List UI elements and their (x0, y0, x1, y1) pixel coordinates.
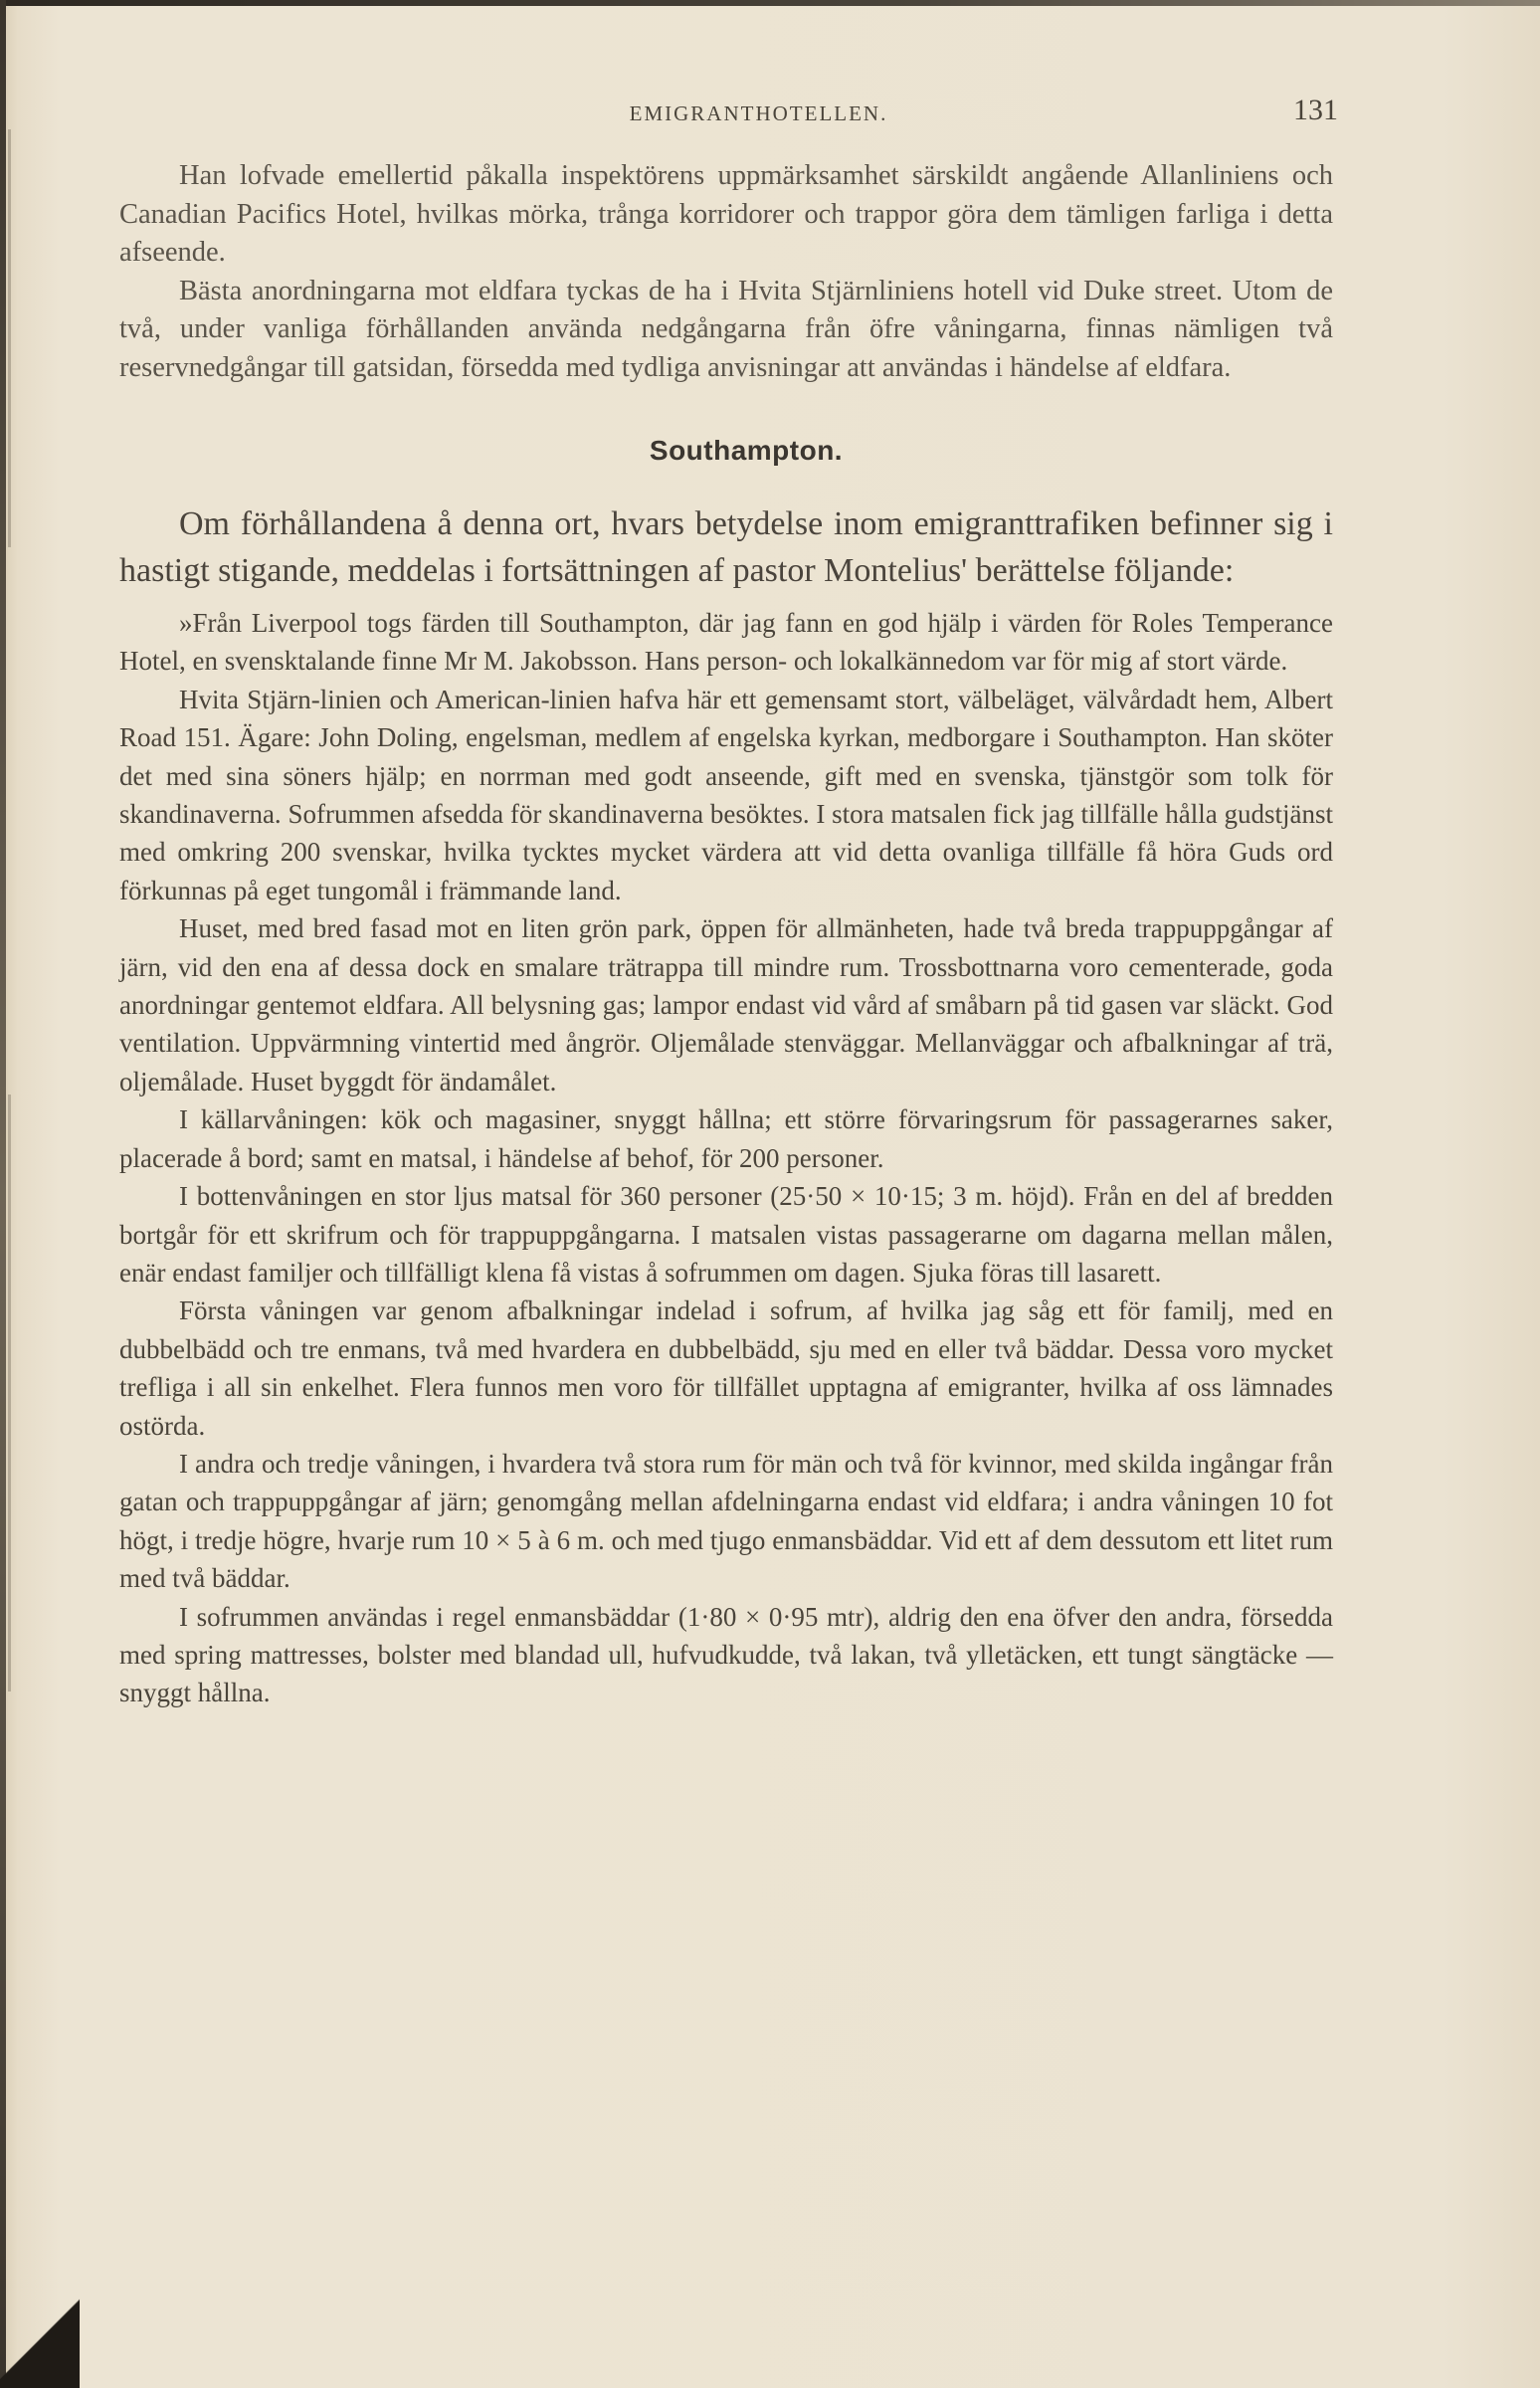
gutter-shadow (8, 1094, 11, 1692)
section-heading: Southampton. (649, 435, 844, 466)
page-number: 131 (1293, 94, 1338, 126)
paragraph: I källarvåningen: kök och magasiner, snyggt hållna; ett större förvaringsrum för passagerarnes saker, placerade å bord; samt en matsal, i händelse af behof, för 200 personer. (119, 1104, 1333, 1173)
paragraph: »Från Liverpool togs färden till Southampton, där jag fann en god hjälp i värden för Roles Temperance Hotel, en svensktalande finne Mr M. Jakobsson. Hans person- och lokalkännedom var för mig af stort värde. (119, 608, 1333, 677)
intro-paragraph: Om förhållandena å denna ort, hvars betydelse inom emigranttrafiken befinner sig i hastigt stigande, meddelas i fortsättningen af pastor Montelius' berättelse följande: (119, 505, 1333, 589)
paragraph: Bästa anordningarna mot eldfara tyckas de ha i Hvita Stjärnliniens hotell vid Duke street. Utom de två, under vanliga förhållanden använda nedgångarna från öfre våningarna, finnas nämligen två reservnedgångar till gatsidan, försedda med tydliga anvisningar att användas i händelse af eldfara. (119, 275, 1333, 383)
paragraph: Första våningen var genom afbalkningar indelad i sofrum, af hvilka jag såg ett för familj, med en dubbelbädd och tre enmans, två med hvardera en dubbelbädd, sju med en eller två bäddar. Dessa voro mycket trefliga i all sin enkelhet. Flera funnos men voro för tillfället upptagna af emigranter, hvilka af oss lämnades ostörda. (119, 1295, 1333, 1441)
quoted-report (119, 604, 1333, 1712)
small-print-section (119, 157, 1333, 387)
gutter-shadow (8, 129, 11, 547)
page-header (179, 92, 1338, 131)
paragraph: Hvita Stjärn-linien och American-linien hafva här ett gemensamt stort, välbeläget, välvårdadt hem, Albert Road 151. Ägare: John Doling, engelsman, medlem af engelska kyrkan, medborgare i Southampton. Han sköter det med sina söners hjälp; en norrman med godt anseende, gift med en svenska, tjänstgör som tolk för skandinaverna. Sofrummen afsedda för skandinaverna besöktes. I stora matsalen fick jag tillfälle hålla gudstjänst med omkring 200 svenskar, hvilka tycktes mycket värdera att vid detta ovanliga tillfälle få höra Guds ord förkunnas på eget tungomål i främmande land. (119, 684, 1333, 905)
paragraph: Huset, med bred fasad mot en liten grön park, öppen för allmänheten, hade två breda trappuppgångar af järn, vid den ena af dessa dock en smalare trätrappa till mindre rum. Trossbottnarna voro cementerade, goda anordningar gentemot eldfara. All belysning gas; lampor endast vid vård af småbarn på tid gasen var släckt. God ventilation. Uppvärmning vintertid med ångrör. Oljemålade stenväggar. Mellanväggar och afbalkningar af trä, oljemålade. Huset byggdt för ändamålet. (119, 913, 1333, 1096)
page-top-edge (0, 0, 1540, 6)
paragraph: I andra och tredje våningen, i hvardera två stora rum för män och två för kvinnor, med skilda ingångar från gatan och trappuppgångar af järn; genomgång mellan afdelningarna endast vid eldfara; i andra våningen 10 fot högt, i tredje högre, hvarje rum 10 × 5 à 6 m. och med tjugo enmansbäddar. Vid ett af dem dessutom ett litet rum med två bäddar. (119, 1448, 1333, 1594)
page-corner-shadow (0, 2269, 80, 2388)
running-head: EMIGRANTHOTELLEN. (629, 101, 888, 125)
paragraph: I bottenvåningen en stor ljus matsal för 360 personer (25·50 × 10·15; 3 m. höjd). Från en del af bredden bortgår för ett skrifrum och för trappuppgångarna. I matsalen vistas passagerarne om dagarna mellan målen, enär endast familjer och tillfälligt klena få vistas å sofrummen om dagen. Sjuka föras till lasarett. (119, 1181, 1333, 1288)
paragraph: I sofrummen användas i regel enmansbäddar (1·80 × 0·95 mtr), aldrig den ena öfver den andra, försedda med spring mattresses, bolster med blandad ull, hufvudkudde, två lakan, två ylletäcken, ett tungt sängtäcke — snyggt hållna. (119, 1601, 1333, 1708)
page-binding-edge (0, 0, 6, 2388)
paragraph: Han lofvade emellertid påkalla inspektörens uppmärksamhet särskildt angående Allanliniens och Canadian Pacifics Hotel, hvilkas mörka, trånga korridorer och trappor göra dem tämligen farliga i detta afseende. (119, 160, 1333, 268)
page-text (119, 157, 1333, 1712)
